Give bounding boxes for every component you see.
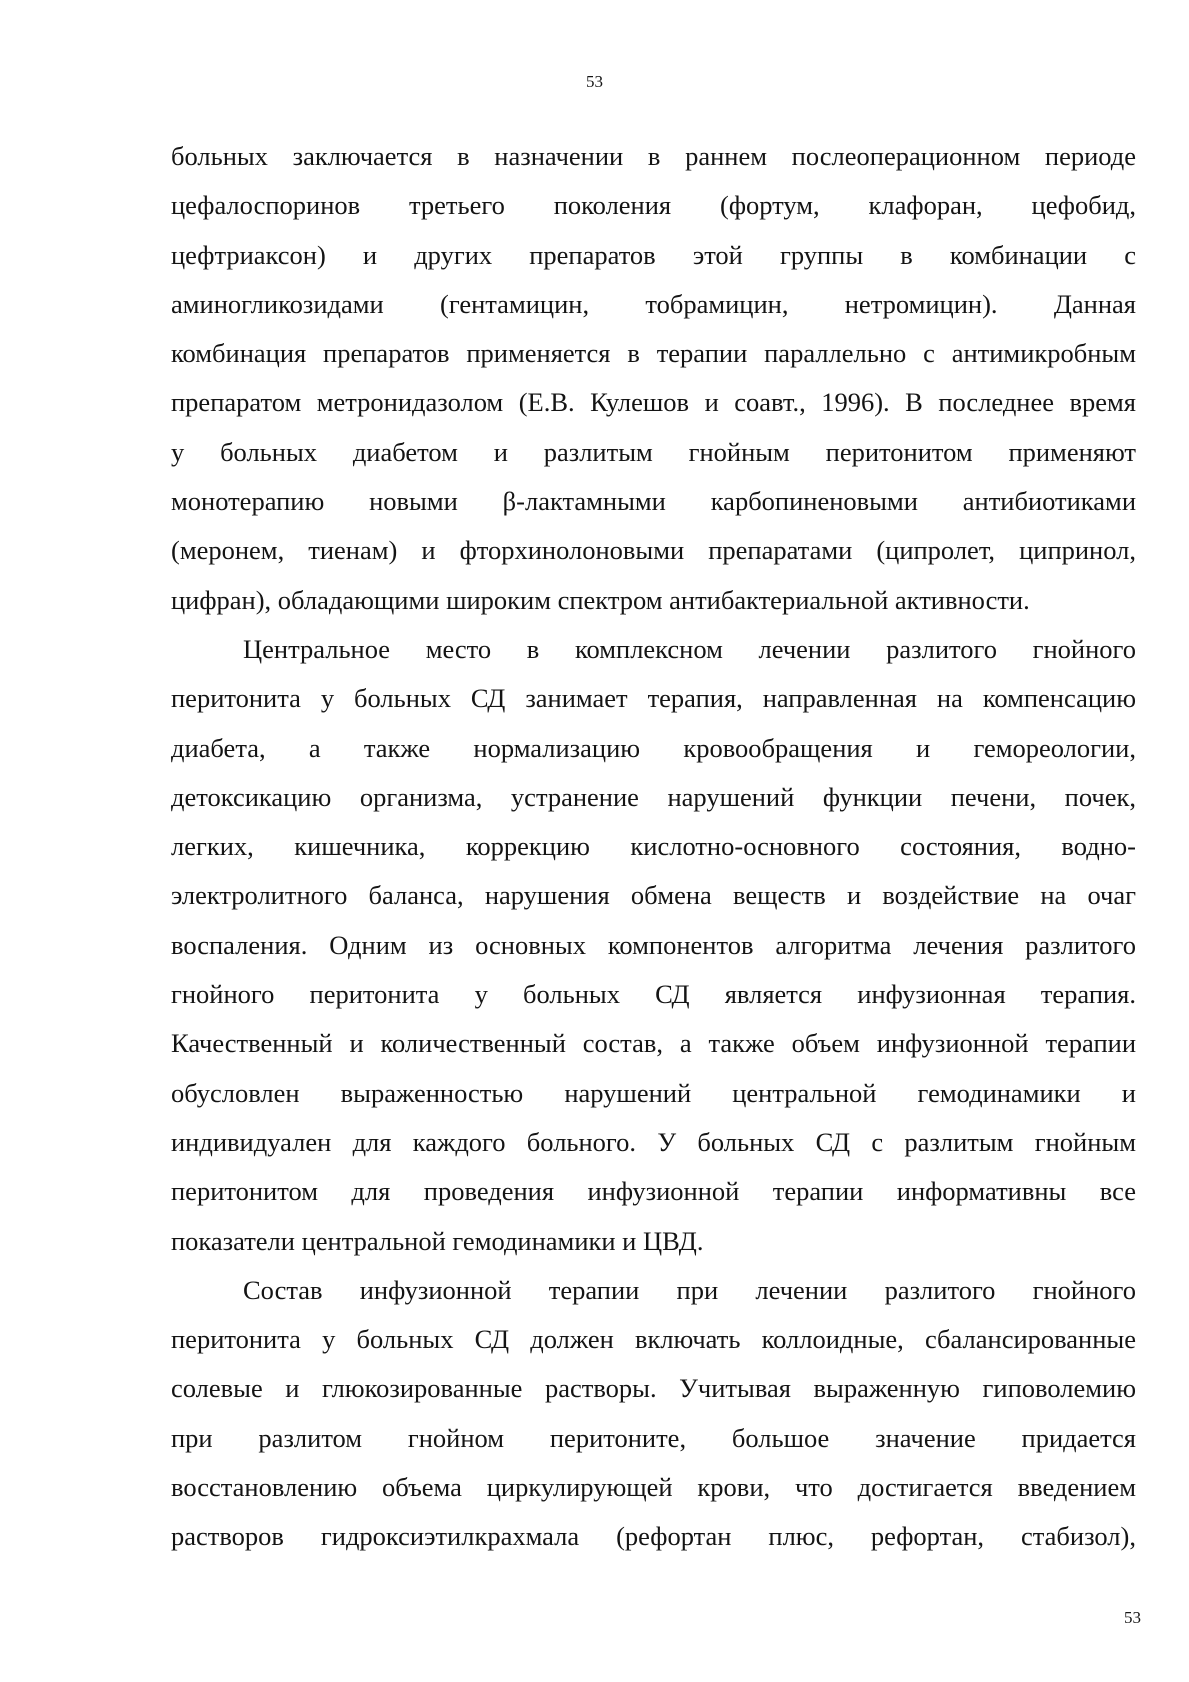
text-line: препаратом метронидазолом (Е.В. Кулешов и соавт., 1996). В последнее время xyxy=(171,387,1136,418)
text-line: комбинация препаратов применяется в терапии параллельно с антимикробным xyxy=(171,338,1136,369)
text-line: у больных диабетом и разлитым гнойным перитонитом применяют xyxy=(171,436,1136,467)
text-line: воспаления. Одним из основных компонентов алгоритма лечения разлитого xyxy=(171,929,1136,960)
text-line: при разлитом гнойном перитоните, большое значение придается xyxy=(171,1422,1136,1453)
text-line: показатели центральной гемодинамики и ЦВД. xyxy=(171,1225,704,1256)
text-line: растворов гидроксиэтилкрахмала (рефортан плюс, рефортан, стабизол), xyxy=(171,1521,1136,1552)
text-line: электролитного баланса, нарушения обмена веществ и воздействие на очаг xyxy=(171,880,1136,911)
text-line: легких, кишечника, коррекцию кислотно-основного состояния, водно- xyxy=(171,831,1136,862)
document-body xyxy=(171,132,1136,1562)
page-number-top: 53 xyxy=(586,72,603,91)
text-line: (меронем, тиенам) и фторхинолоновыми препаратами (ципролет, ципринол, xyxy=(171,535,1136,566)
text-line: гнойного перитонита у больных СД является инфузионная терапия. xyxy=(171,979,1136,1010)
text-line: монотерапию новыми β-лактамными карбопиненовыми антибиотиками xyxy=(171,486,1136,517)
text-line: индивидуален для каждого больного. У больных СД с разлитым гнойным xyxy=(171,1126,1136,1157)
paragraph xyxy=(171,625,1136,1266)
text-line: Центральное место в комплексном лечении разлитого гнойного xyxy=(243,633,1136,664)
text-line: перитонитом для проведения инфузионной терапии информативны все xyxy=(171,1176,1136,1207)
text-line: детоксикацию организма, устранение нарушений функции печени, почек, xyxy=(171,781,1136,812)
text-line: перитонита у больных СД занимает терапия, направленная на компенсацию xyxy=(171,683,1136,714)
page-number-bottom: 53 xyxy=(1124,1608,1141,1627)
text-line: цефтриаксон) и других препаратов этой группы в комбинации с xyxy=(171,239,1136,270)
text-line: цефалоспоринов третьего поколения (фортум, клафоран, цефобид, xyxy=(171,190,1136,221)
text-line: обусловлен выраженностью нарушений центральной гемодинамики и xyxy=(171,1077,1136,1108)
text-line: больных заключается в назначении в раннем послеоперационном периоде xyxy=(171,141,1136,171)
text-line: Качественный и количественный состав, а также объем инфузионной терапии xyxy=(171,1028,1136,1059)
text-line: Состав инфузионной терапии при лечении разлитого гнойного xyxy=(243,1274,1136,1305)
text-line: солевые и глюкозированные растворы. Учитывая выраженную гиповолемию xyxy=(171,1373,1136,1404)
text-line: восстановлению объема циркулирующей крови, что достигается введением xyxy=(171,1472,1136,1503)
paragraph xyxy=(171,1266,1136,1562)
text-line: перитонита у больных СД должен включать коллоидные, сбалансированные xyxy=(171,1324,1136,1355)
text-line: аминогликозидами (гентамицин, тобрамицин, нетромицин). Данная xyxy=(171,288,1136,319)
paragraph xyxy=(171,132,1136,625)
text-line: диабета, а также нормализацию кровообращения и гемореологии, xyxy=(171,732,1136,763)
text-line: цифран), обладающими широким спектром антибактериальной активности. xyxy=(171,584,1030,615)
